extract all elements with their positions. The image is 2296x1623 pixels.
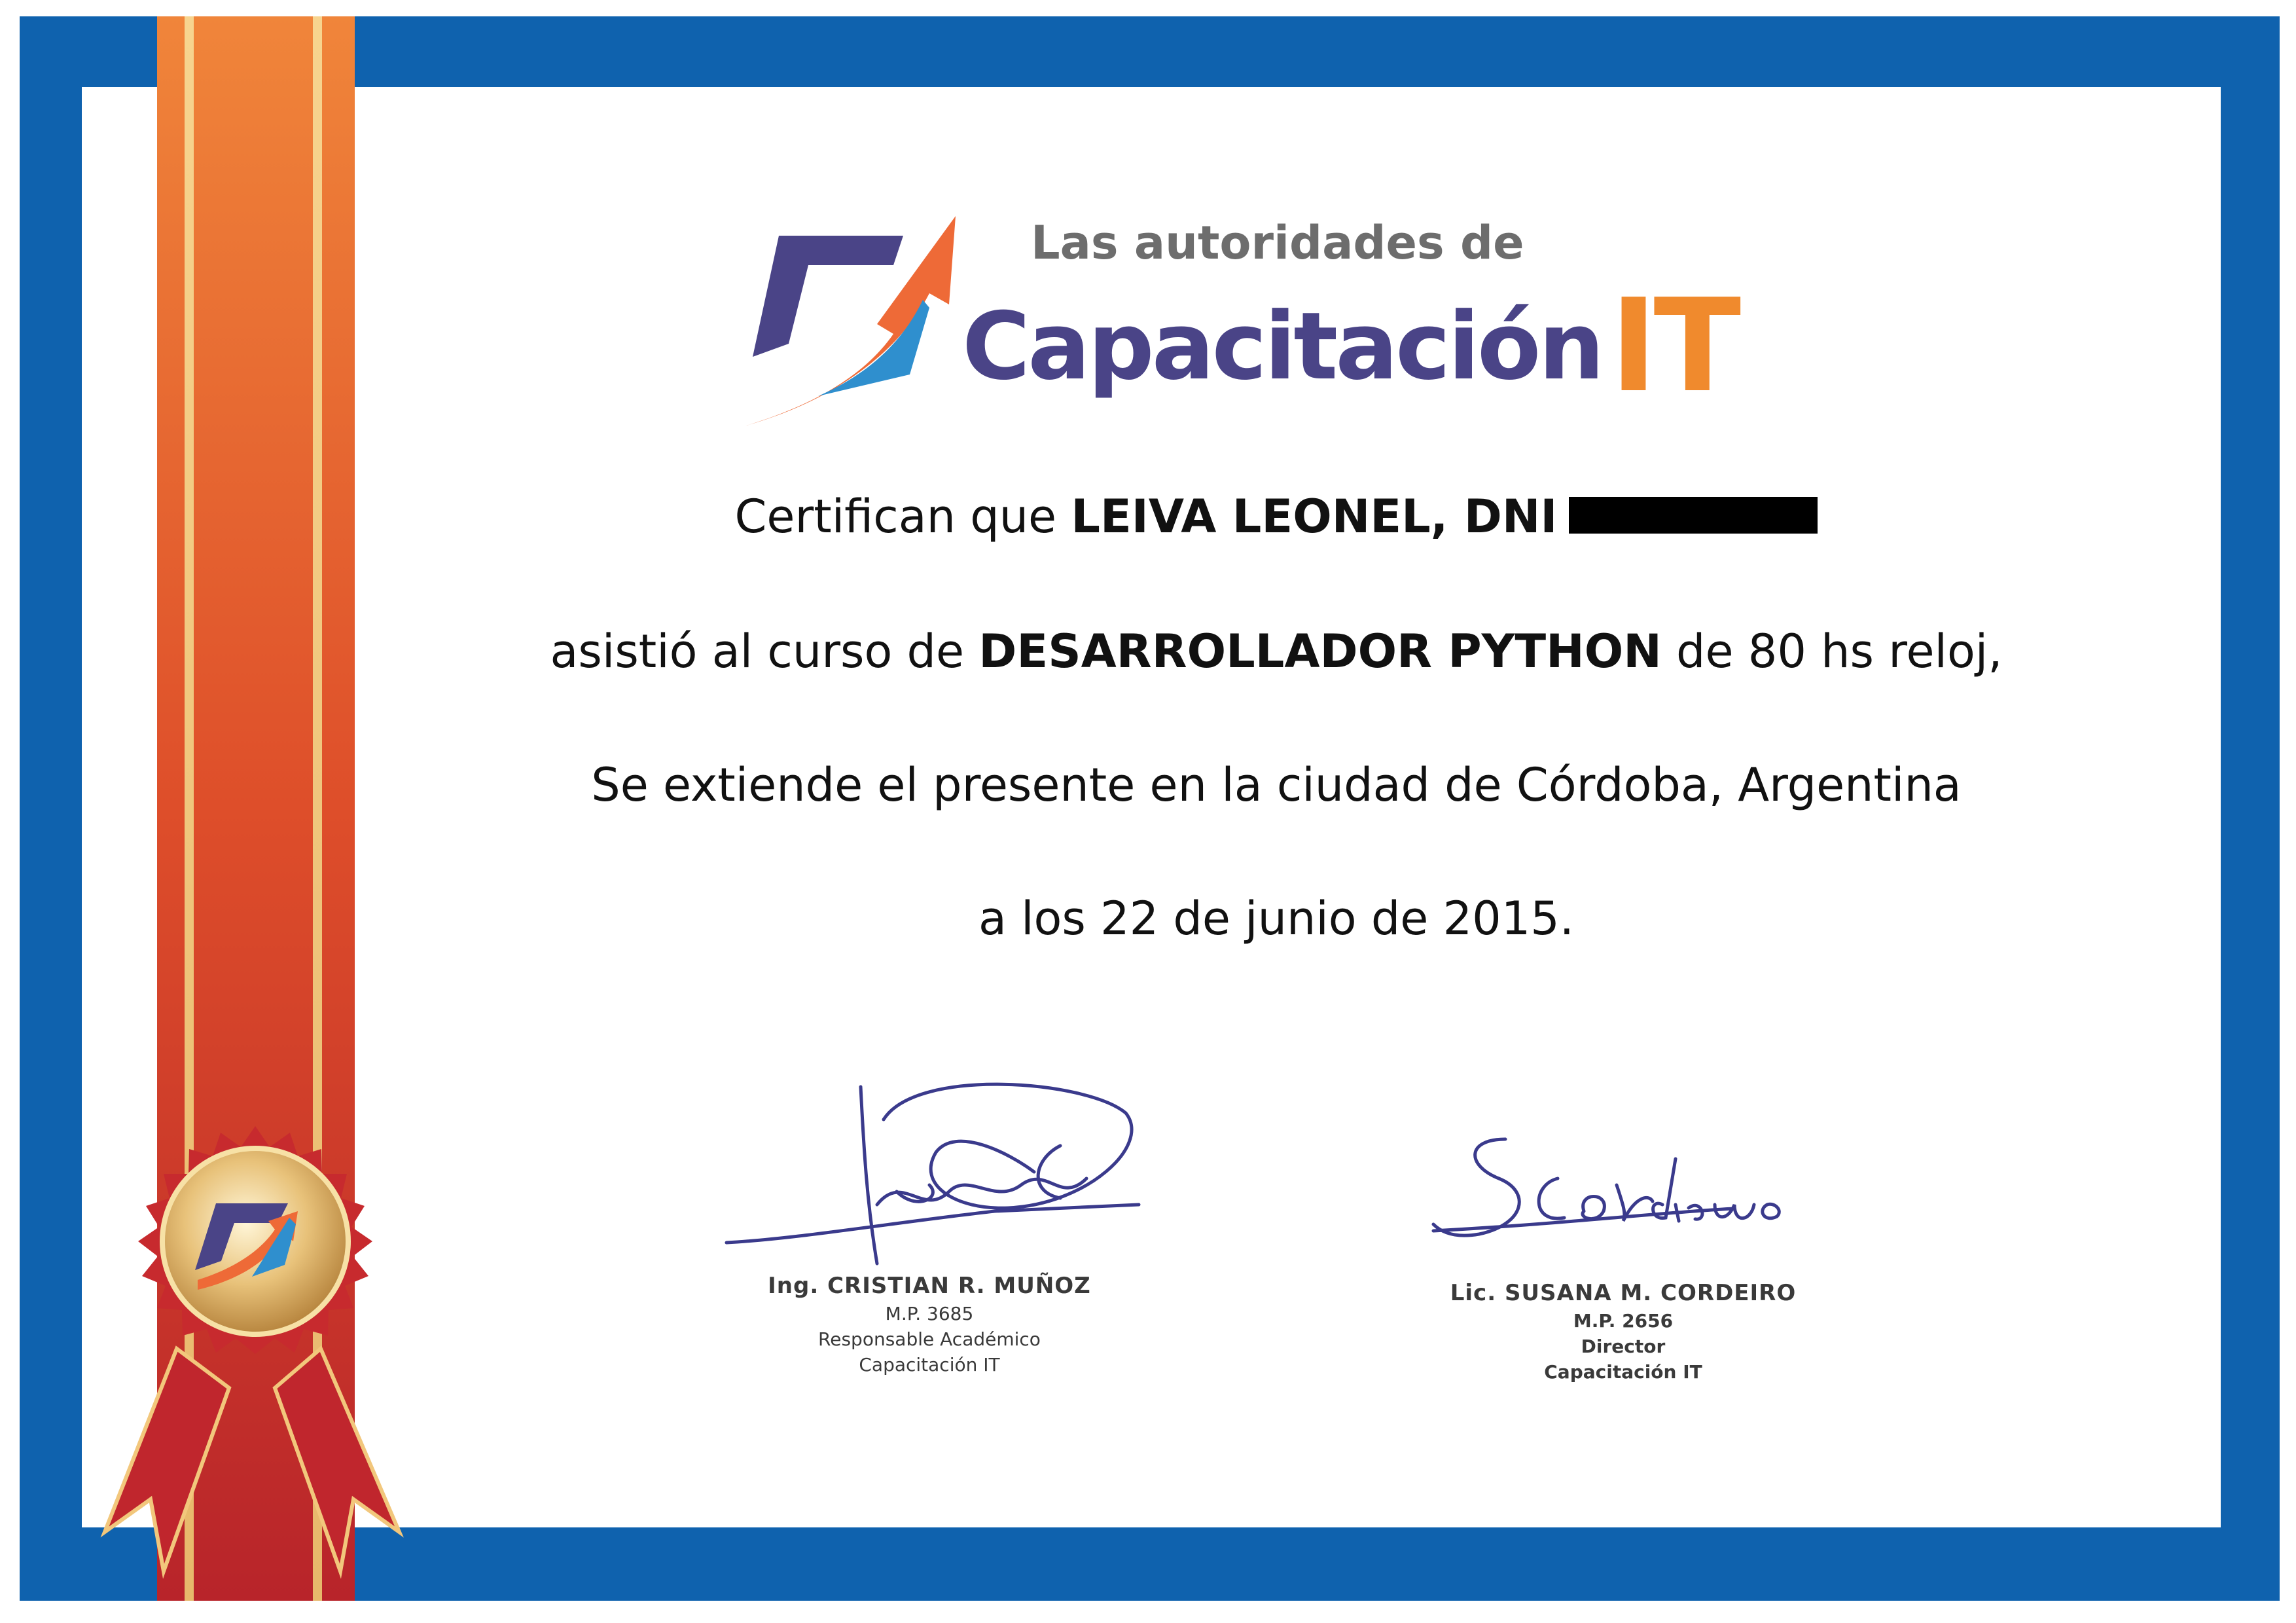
signature-block-2 [1401,1280,1846,1383]
course-name: DESARROLLADOR PYTHON [978,625,1662,678]
recipient-name: LEIVA LEONEL, DNI [1071,490,1558,543]
signer-name: Ing. CRISTIAN R. MUÑOZ [768,1273,1091,1299]
signature-2 [1427,1133,1793,1277]
course-prefix: asistió al curso de [550,625,979,678]
logo-subtitle: Las autoridades de [1031,216,1524,270]
logo-wordmark [962,272,1737,421]
certify-prefix: Certifican que [734,490,1071,543]
redacted-id [1569,497,1818,534]
signer-role: Director [1581,1336,1666,1357]
signer-org: Capacitación IT [1544,1361,1702,1383]
logo-mark-icon [733,210,969,432]
capacitacion-it-logo [733,210,1738,445]
signer-org: Capacitación IT [859,1354,1000,1376]
location-line: Se extiende el presente en la ciudad de Córdoba, Argentina [591,758,1962,812]
course-suffix: de 80 hs reloj, [1661,625,2003,678]
signer-role: Responsable Académico [818,1328,1041,1350]
signature-1 [720,1074,1152,1270]
course-line [524,625,2029,678]
brand-main: Capacitación [962,293,1602,401]
award-seal [79,1113,432,1597]
signature-block-1 [753,1273,1106,1376]
signer-registration: M.P. 3685 [885,1303,974,1324]
brand-accent: IT [1609,272,1738,421]
date-line: a los 22 de junio de 2015. [978,892,1575,945]
certify-line [524,490,2029,543]
signer-name: Lic. SUSANA M. CORDEIRO [1450,1280,1797,1306]
signer-registration: M.P. 2656 [1573,1310,1674,1332]
